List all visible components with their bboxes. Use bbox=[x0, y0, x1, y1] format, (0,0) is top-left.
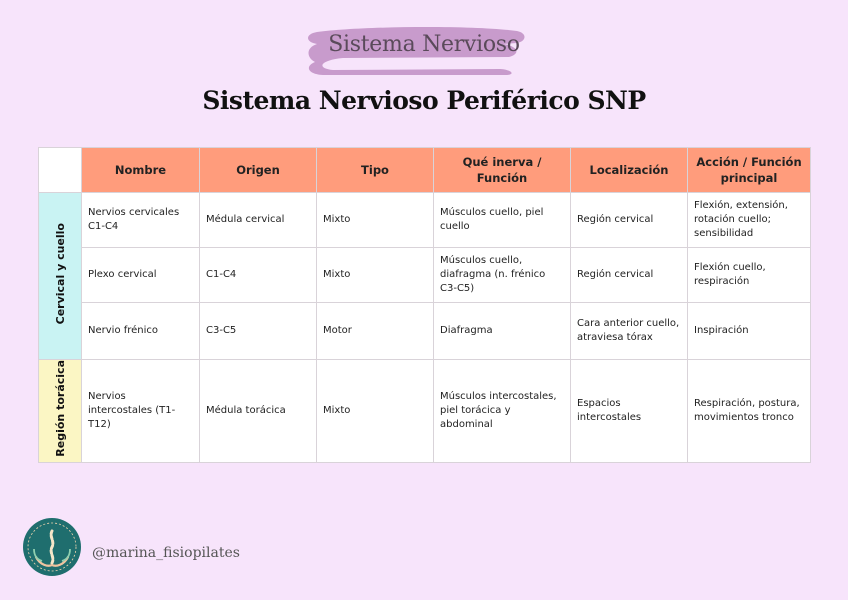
group-label-cervical bbox=[39, 193, 82, 360]
group-label-text: Región torácica bbox=[53, 360, 67, 457]
table-cell: Mixto bbox=[317, 248, 434, 303]
column-header: Nombre bbox=[82, 148, 200, 193]
column-header: Acción / Función principal bbox=[688, 148, 811, 193]
table-cell: Músculos intercostales, piel torácica y abdominal bbox=[434, 360, 571, 463]
table-cell: Músculos cuello, piel cuello bbox=[434, 193, 571, 248]
header-corner bbox=[39, 148, 82, 193]
table-row bbox=[39, 360, 811, 463]
table-header-row bbox=[39, 148, 811, 193]
table-cell: Músculos cuello, diafragma (n. frénico C3-C5) bbox=[434, 248, 571, 303]
column-header: Origen bbox=[200, 148, 317, 193]
table-cell: Espacios intercostales bbox=[571, 360, 688, 463]
table-cell: Nervios cervicales C1-C4 bbox=[82, 193, 200, 248]
column-header: Tipo bbox=[317, 148, 434, 193]
page-title: Sistema Nervioso Periférico SNP bbox=[202, 86, 646, 115]
table-cell: Médula cervical bbox=[200, 193, 317, 248]
table-cell: Plexo cervical bbox=[82, 248, 200, 303]
table-cell: Inspiración bbox=[688, 303, 811, 360]
group-label-text: Cervical y cuello bbox=[53, 222, 67, 325]
table-cell: Flexión cuello, respiración bbox=[688, 248, 811, 303]
table-cell: Región cervical bbox=[571, 248, 688, 303]
social-handle: @marina_fisiopilates bbox=[92, 545, 240, 561]
table-cell: Respiración, postura, movimientos tronco bbox=[688, 360, 811, 463]
group-label-thoracic bbox=[39, 360, 82, 463]
table-cell: Motor bbox=[317, 303, 434, 360]
spine-hands-logo-icon bbox=[22, 517, 82, 577]
table-cell: Diafragma bbox=[434, 303, 571, 360]
section-tag: Sistema Nervioso bbox=[328, 32, 520, 57]
table-cell: Cara anterior cuello, atraviesa tórax bbox=[571, 303, 688, 360]
table-cell: C3-C5 bbox=[200, 303, 317, 360]
table-cell: Mixto bbox=[317, 193, 434, 248]
column-header: Qué inerva / Función bbox=[434, 148, 571, 193]
table-cell: Nervio frénico bbox=[82, 303, 200, 360]
column-header: Localización bbox=[571, 148, 688, 193]
table-row bbox=[39, 193, 811, 248]
table-row bbox=[39, 248, 811, 303]
table-row bbox=[39, 303, 811, 360]
table-cell: Región cervical bbox=[571, 193, 688, 248]
table-cell: Médula torácica bbox=[200, 360, 317, 463]
table-cell: Mixto bbox=[317, 360, 434, 463]
table-cell: Flexión, extensión, rotación cuello; sensibilidad bbox=[688, 193, 811, 248]
table-cell: C1-C4 bbox=[200, 248, 317, 303]
table-cell: Nervios intercostales (T1-T12) bbox=[82, 360, 200, 463]
nervous-system-table bbox=[38, 147, 811, 463]
